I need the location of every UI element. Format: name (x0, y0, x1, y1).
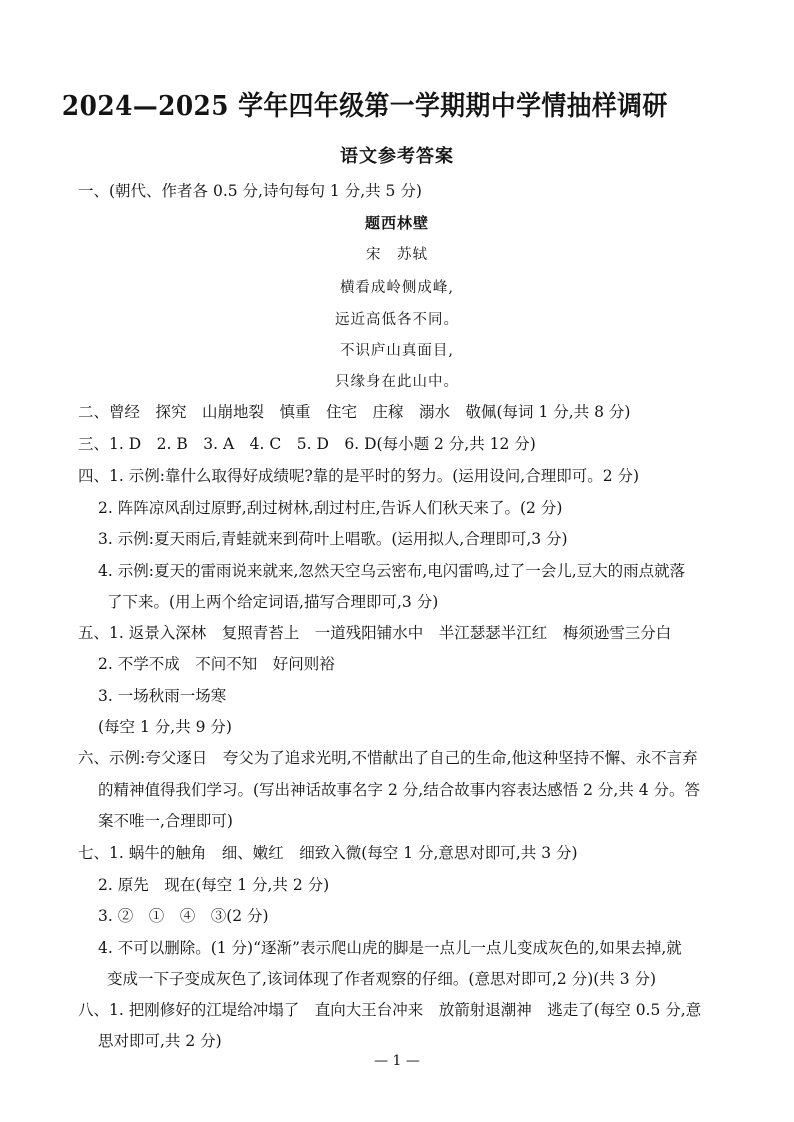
section-1-heading: 一、(朝代、作者各 0.5 分,诗句每句 1 分,共 5 分) (78, 182, 422, 200)
section-7-item-4-cont: 变成一下子变成灰色了,该词体现了作者观察的仔细。(意思对即可,2 分)(共 3 分) (107, 970, 657, 988)
section-4-item-2: 2. 阵阵凉风刮过原野,刮过树林,刮过村庄,告诉人们秋天来了。(2 分) (98, 499, 563, 517)
section-4-item-4: 4. 示例:夏天的雷雨说来就来,忽然天空乌云密布,电闪雷鸣,过了一会儿,豆大的雨点就落 (98, 562, 686, 580)
page-number: — 1 — (374, 1053, 420, 1069)
section-8-line-1: 八、1. 把刚修好的江堤给冲塌了 直向大王台冲来 放箭射退潮神 逃走了(每空 0.5 分,意 (78, 1001, 702, 1019)
section-5-scoring: (每空 1 分,共 9 分) (98, 718, 232, 736)
section-7-item-1: 七、1. 蜗牛的触角 细、嫩红 细致入微(每空 1 分,意思对即可,共 3 分) (78, 844, 578, 862)
poem-title: 题西林壁 (364, 214, 429, 232)
section-4-item-3: 3. 示例:夏天雨后,青蛙就来到荷叶上唱歌。(运用拟人,合理即可,3 分) (98, 530, 568, 548)
section-7-item-4: 4. 不可以删除。(1 分)“逐渐”表示爬山虎的脚是一点儿一点儿变成灰色的,如果去掉,就 (98, 939, 682, 957)
section-4-item-1: 四、1. 示例:靠什么取得好成绩呢?靠的是平时的努力。(运用设问,合理即可。2 分) (78, 467, 640, 485)
section-3-answers: 三、1. D 2. B 3. A 4. C 5. D 6. D(每小题 2 分,共 12 分) (78, 435, 536, 453)
section-5-item-1: 五、1. 返景入深林 复照青苔上 一道残阳铺水中 半江瑟瑟半江红 梅须逊雪三分白 (78, 624, 672, 642)
poem-line-4: 只缘身在此山中。 (335, 374, 459, 390)
section-6-line-1: 六、示例:夸父逐日 夸父为了追求光明,不惜献出了自己的生命,他这种坚持不懈、永不言弃 (78, 749, 698, 767)
section-5-item-3: 3. 一场秋雨一场寒 (98, 687, 227, 705)
section-8-line-2: 思对即可,共 2 分) (98, 1032, 222, 1050)
poem-author: 宋 苏轼 (366, 247, 428, 263)
poem-line-2: 远近高低各不同。 (335, 312, 459, 328)
section-2-answers: 二、曾经 探究 山崩地裂 慎重 住宅 庄稼 溺水 敬佩(每词 1 分,共 8 分) (78, 403, 631, 421)
document-title: 2024—2025 学年四年级第一学期期中学情抽样调研 (61, 91, 668, 122)
poem-line-3: 不识庐山真面目, (339, 343, 455, 359)
section-6-line-3: 案不唯一,合理即可) (98, 812, 233, 830)
poem-line-1: 横看成岭侧成峰, (339, 280, 455, 296)
document-subtitle: 语文参考答案 (340, 146, 454, 167)
section-7-item-3: 3. ② ① ④ ③(2 分) (98, 907, 269, 925)
section-6-line-2: 的精神值得我们学习。(写出神话故事名字 2 分,结合故事内容表达感悟 2 分,共 4 分。答 (98, 781, 701, 799)
section-4-item-4-cont: 了下来。(用上两个给定词语,描写合理即可,3 分) (107, 593, 439, 611)
section-5-item-2: 2. 不学不成 不问不知 好问则裕 (98, 655, 335, 673)
section-7-item-2: 2. 原先 现在(每空 1 分,共 2 分) (98, 876, 330, 894)
